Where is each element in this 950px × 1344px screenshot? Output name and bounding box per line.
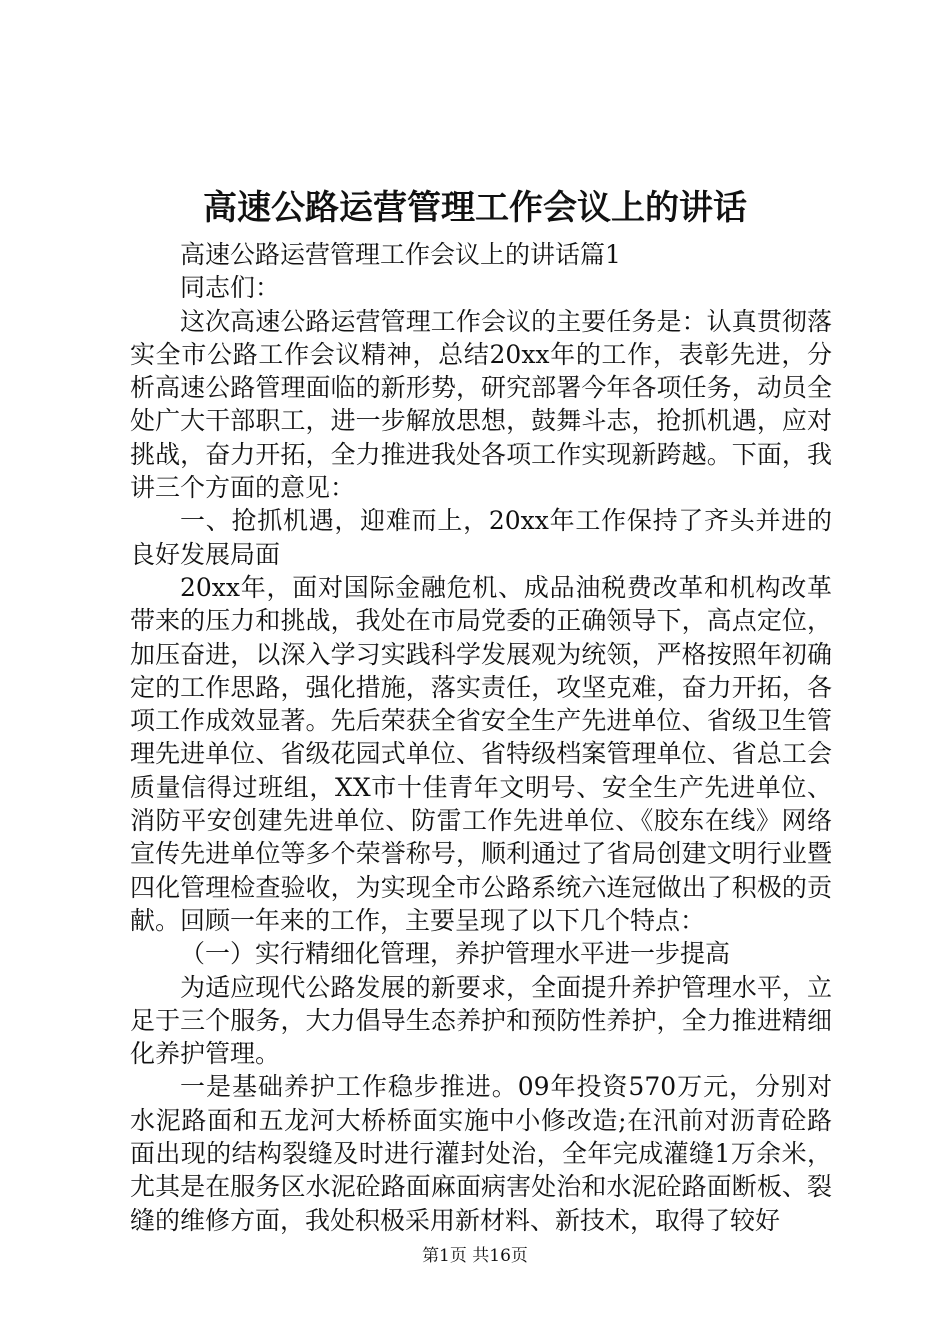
sub-heading: （一）实行精细化管理，养护管理水平进一步提高: [180, 939, 731, 969]
body-paragraph: 这次高速公路运营管理工作会议的主要任务是：认真贯彻落实全市公路工作会议精神，总结20xx年的工作，表彰先进，分析高速公路管理面临的新形势，研究部署今年各项任务，动员全处广大干部职工，进一步解放思想，鼓舞斗志，抢抓机遇，应对挑战，奋力开拓，全力推进我处各项工作实现新跨越。下面，我讲三个方面的意见：: [130, 306, 832, 503]
body-paragraph: 为适应现代公路发展的新要求，全面提升养护管理水平，立足于三个服务，大力倡导生态养护和预防性养护，全力推进精细化养护管理。: [130, 972, 832, 1069]
salutation: 同志们：: [180, 273, 281, 303]
page-number: 第1页 共16页: [422, 1246, 528, 1266]
body-paragraph: 一、抢抓机遇，迎难而上，20xx年工作保持了齐头并进的良好发展局面: [130, 506, 832, 569]
page-title: 高速公路运营管理工作会议上的讲话: [203, 188, 747, 228]
body-paragraph: 20xx年，面对国际金融危机、成品油税费改革和机构改革带来的压力和挑战，我处在市局党委的正确领导下，高点定位，加压奋进，以深入学习实践科学发展观为统领，严格按照年初确定的工作思路，强化措施，落实责任，攻坚克难，奋力开拓，各项工作成效显著。先后荣获全省安全生产先进单位、省级卫生管理先进单位、省级花园式单位、省特级档案管理单位、省总工会质量信得过班组，XX市十佳青年文明号、安全生产先进单位、消防平安创建先进单位、防雷工作先进单位、《胶东在线》网络宣传先进单位等多个荣誉称号，顺利通过了省局创建文明行业暨四化管理检查验收，为实现全市公路系统六连冠做出了积极的贡献。回顾一年来的工作，主要呈现了以下几个特点：: [130, 572, 832, 935]
body-paragraph: 一是基础养护工作稳步推进。09年投资570万元，分别对水泥路面和五龙河大桥桥面实施中小修改造;在汛前对沥青砼路面出现的结构裂缝及时进行灌封处治，全年完成灌缝1万余米，尤其是在服务区水泥砼路面麻面病害处治和水泥砼路面断板、裂缝的维修方面，我处积极采用新材料、新技术，取得了较好: [130, 1072, 832, 1235]
section-heading: 高速公路运营管理工作会议上的讲话篇1: [180, 240, 621, 269]
document-body: [130, 238, 832, 1237]
